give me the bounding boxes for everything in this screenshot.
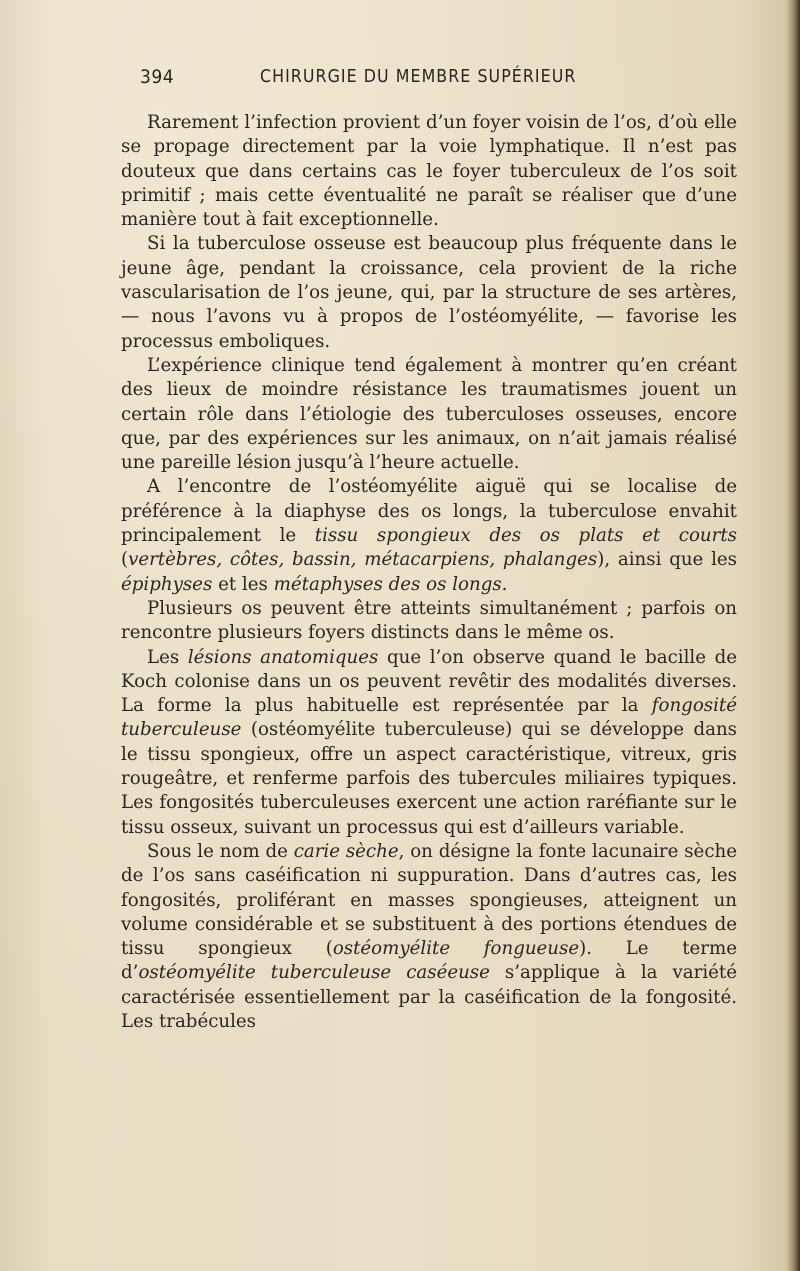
italic-term: épiphyses: [121, 573, 213, 595]
body-text: [121, 111, 737, 1034]
italic-term: tissu spongieux des os plats et courts: [314, 525, 737, 547]
text-span: (: [121, 549, 129, 571]
text-span: ). Le terme d’: [121, 938, 737, 984]
text-span: que l’on observe quand le bacille de Koch colonise dans un os peuvent revêtir des modalités diverses. La forme la plus habituelle est représentée par la: [121, 646, 737, 717]
paragraph: Plusieurs os peuvent être atteints simultanément ; parfois on rencontre plusieurs foyers distincts dans le même os.: [121, 597, 737, 644]
page-number: 394: [140, 66, 175, 88]
text-span: ), ainsi que les: [597, 549, 737, 571]
text-span: et les: [212, 573, 274, 595]
text-span: , on désigne la fonte lacunaire sèche de l’os sans caséification ni suppuration. Dans d’autres cas, les fongosités, proliférant en masses spongieuses, atteignent un volume considérable et se substituent à des portions étendues de tissu spongieux (: [121, 840, 737, 960]
italic-term: ostéomyélite tuberculeuse caséeuse: [138, 962, 490, 984]
text-span: Sous le nom de: [147, 840, 294, 862]
italic-term: métaphyses des os longs.: [273, 573, 508, 595]
italic-term: vertèbres, côtes, bassin, métacarpiens, phalanges: [128, 549, 598, 571]
page-header: [140, 66, 740, 92]
italic-term: ostéomyélite fongueuse: [332, 938, 580, 960]
running-title: CHIRURGIE DU MEMBRE SUPÉRIEUR: [260, 66, 577, 87]
italic-term: fongosité tuberculeuse: [121, 695, 737, 741]
paragraph: [121, 646, 737, 840]
italic-term: lésions anatomiques: [187, 646, 379, 668]
text-span: Les: [147, 646, 188, 668]
text-span: A l’encontre de l’ostéomyélite aiguë qui se localise de préférence à la diaphyse des os longs, la tuberculose envahit principalement le: [121, 476, 737, 547]
italic-term: carie sèche: [293, 840, 399, 862]
paragraph: [121, 840, 737, 1034]
paragraph: L’expérience clinique tend également à montrer qu’en créant des lieux de moindre résistance les traumatismes jouent un certain rôle dans l’étiologie des tuberculoses osseuses, encore que, par des expériences sur les animaux, on n’ait jamais réalisé une pareille lésion jusqu’à l’heure actuelle.: [121, 354, 737, 474]
text-span: (ostéomyélite tuberculeuse) qui se développe dans le tissu spongieux, offre un aspect caractéristique, vitreux, gris rougeâtre, et renferme parfois des tubercules miliaires typiques. Les fongosités tuberculeuses exercent une action raréfiante sur le tissu osseux, suivant un processus qui est d’ailleurs variable.: [121, 719, 737, 838]
paragraph: Rarement l’infection provient d’un foyer voisin de l’os, d’où elle se propage directement par la voie lymphatique. Il n’est pas douteux que dans certains cas le foyer tuberculeux de l’os soit primitif ; mais cette éventualité ne paraît se réaliser que d’une manière tout à fait exceptionnelle.: [121, 112, 737, 231]
page-edge-shadow: [786, 0, 800, 1271]
text-span: s’applique à la variété caractérisée essentiellement par la caséification de la fongosité. Les trabécules: [121, 962, 737, 1032]
paragraph: Si la tuberculose osseuse est beaucoup plus fréquente dans le jeune âge, pendant la croissance, cela provient de la riche vascularisation de l’os jeune, qui, par la structure de ses artères, — nous l’avons vu à propos de l’ostéomyélite, — favorise les processus emboliques.: [121, 233, 737, 352]
paragraph: [121, 475, 737, 596]
